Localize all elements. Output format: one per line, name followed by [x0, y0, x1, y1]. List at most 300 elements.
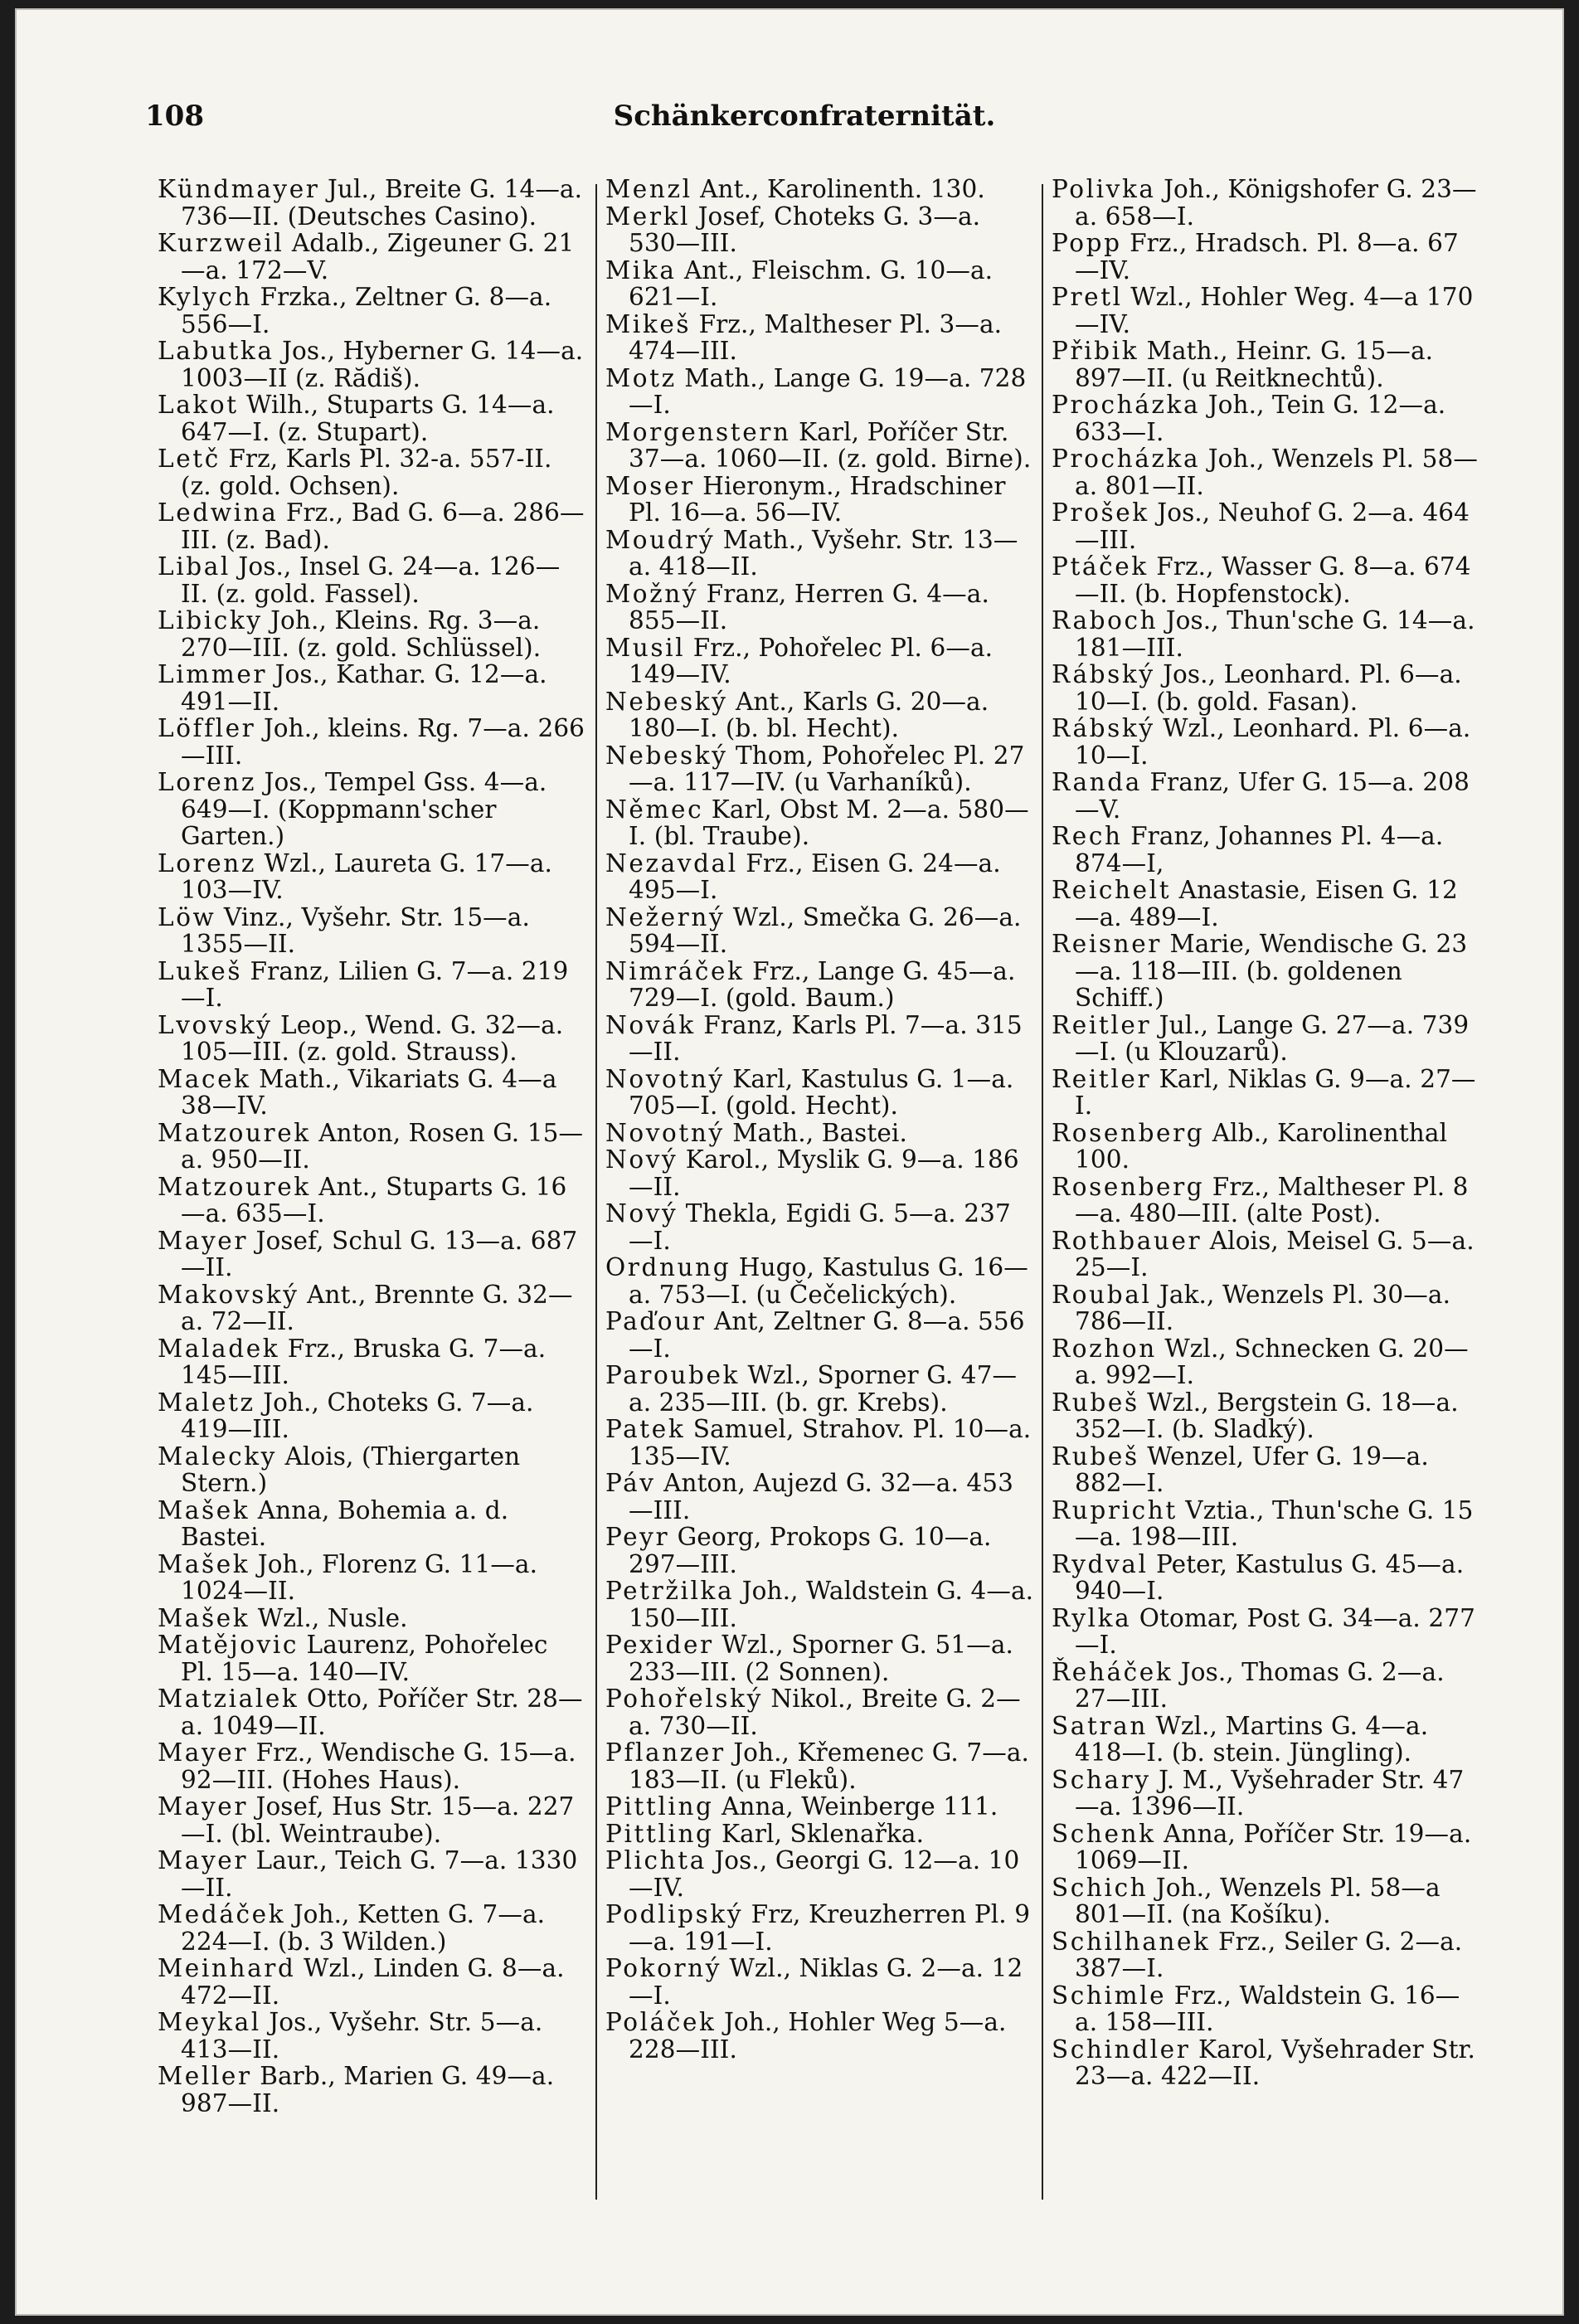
directory-entry: [1052, 1605, 1481, 1659]
directory-entry: [605, 742, 1035, 796]
entry-details: Jos., Vyšehr. Str. 5—a. 413—II.: [181, 2008, 543, 2064]
directory-entry: [605, 473, 1035, 527]
entry-details: Jos., Hyberner G. 14—a. 1003—II (z. Rădiš).: [181, 337, 584, 392]
directory-entry: [1052, 1281, 1481, 1335]
entry-details: Karl, Sklenařka.: [721, 1819, 925, 1848]
entry-name: Musil: [605, 633, 686, 662]
directory-entry: [605, 796, 1035, 850]
entry-details: Joh., Kleins. Rg. 3—a. 270—III. (z. gold. Schlüssel).: [181, 606, 542, 662]
entry-details: Samuel, Strahov. Pl. 10—a. 135—IV.: [629, 1415, 1032, 1471]
entry-details: Jos., Tempel Gss. 4—a. 649—I. (Koppmann'scher Garten.): [181, 768, 547, 850]
entry-details: Wzl., Linden G. 8—a. 472—II.: [181, 1954, 565, 2010]
directory-entry: [605, 365, 1035, 419]
entry-name: Rubeš: [1052, 1442, 1139, 1471]
entry-name: Meinhard: [158, 1954, 296, 1982]
directory-entry: [1052, 769, 1481, 823]
entry-name: Labutka: [158, 337, 275, 365]
entry-details: Ant., Stuparts G. 16—a. 635—I.: [181, 1172, 567, 1228]
directory-entry: [158, 1631, 587, 1685]
entry-details: Wzl., Martins G. 4—a. 418—I. (b. stein. Jüngling).: [1075, 1711, 1429, 1767]
directory-entry: [605, 850, 1035, 904]
directory-entry: [158, 1497, 587, 1551]
directory-entry: [605, 1120, 1035, 1147]
entry-details: Josef, Choteks G. 3—a. 530—III.: [629, 202, 981, 257]
directory-entry: [605, 958, 1035, 1012]
directory-entry: [1052, 1659, 1481, 1713]
entry-name: Meller: [158, 2062, 252, 2090]
entry-details: Anna, Weinberge 111.: [721, 1792, 998, 1821]
directory-columns: [141, 176, 1476, 2216]
directory-entry: [158, 1281, 587, 1335]
entry-details: Frz., Maltheser Pl. 8—a. 480—III. (alte Post).: [1075, 1172, 1469, 1228]
directory-entry: [1052, 661, 1481, 715]
directory-entry: [1052, 1551, 1481, 1605]
entry-details: Wzl., Sporner G. 51—a. 233—III. (2 Sonnen).: [629, 1631, 1013, 1686]
directory-entry: [605, 634, 1035, 688]
entry-details: Anna, Poříčer Str. 19—a. 1069—II.: [1075, 1819, 1472, 1874]
entry-name: Matějovic: [158, 1631, 299, 1659]
entry-name: Schich: [1052, 1873, 1149, 1902]
entry-details: Anton, Aujezd G. 32—a. 453—III.: [629, 1469, 1014, 1524]
entry-details: Franz, Karls Pl. 7—a. 315—II.: [629, 1010, 1023, 1066]
entry-name: Kündmayer: [158, 175, 320, 203]
entry-name: Mika: [605, 255, 677, 284]
page-header: [145, 100, 1464, 139]
directory-entry: [605, 1416, 1035, 1470]
entry-details: Karl, Poříčer Str. 37—a. 1060—II. (z. gold. Birne).: [629, 417, 1032, 473]
entry-name: Lukeš: [158, 956, 243, 985]
entry-details: Laur., Teich G. 7—a. 1330—II.: [181, 1846, 578, 1902]
entry-details: Karl, Kastulus G. 1—a. 705—I. (gold. Hecht).: [629, 1064, 1014, 1120]
directory-entry: [1052, 230, 1481, 284]
directory-entry: [605, 257, 1035, 311]
directory-entry: [605, 1470, 1035, 1524]
entry-details: Joh., Hohler Weg 5—a. 228—III.: [629, 2008, 1007, 2064]
directory-entry: [605, 2009, 1035, 2063]
entry-name: Morgenstern: [605, 417, 791, 446]
column-divider: [1042, 184, 1043, 2200]
entry-name: Lvovský: [158, 1010, 273, 1039]
entry-name: Schilhanek: [1052, 1927, 1211, 1956]
directory-entry: [605, 581, 1035, 634]
entry-name: Pittling: [605, 1792, 714, 1821]
entry-details: Peter, Kastulus G. 45—a. 940—I.: [1075, 1549, 1465, 1605]
entry-name: Páv: [605, 1469, 656, 1497]
entry-name: Satran: [1052, 1711, 1148, 1740]
entry-details: Joh., Waldstein G. 4—a. 150—III.: [629, 1577, 1034, 1632]
entry-name: Novák: [605, 1010, 696, 1039]
entry-name: Mikeš: [605, 309, 692, 338]
entry-details: Joh., Tein G. 12—a. 633—I.: [1075, 391, 1446, 446]
entry-name: Letč: [158, 445, 221, 473]
entry-details: Josef, Hus Str. 15—a. 227—I. (bl. Weintraube).: [181, 1792, 575, 1848]
entry-name: Reisner: [1052, 930, 1163, 958]
entry-details: Barb., Marien G. 49—a. 987—II.: [181, 2062, 555, 2117]
entry-name: Pittling: [605, 1819, 714, 1848]
page-number: 108: [145, 100, 204, 133]
entry-name: Schary: [1052, 1765, 1151, 1794]
entry-name: Reitler: [1052, 1010, 1152, 1039]
entry-name: Rupricht: [1052, 1495, 1178, 1524]
directory-entry: [1052, 1066, 1481, 1120]
entry-details: Franz, Herren G. 4—a. 855—II.: [629, 579, 989, 634]
directory-entry: [605, 1793, 1035, 1821]
entry-name: Maladek: [158, 1334, 280, 1363]
entry-name: Pflanzer: [605, 1738, 726, 1767]
entry-name: Libicky: [158, 606, 263, 634]
entry-name: Procházka: [1052, 445, 1201, 473]
entry-name: Pretl: [1052, 283, 1123, 311]
entry-name: Mašek: [158, 1549, 250, 1578]
entry-name: Matzourek: [158, 1118, 311, 1147]
entry-details: Wzl., Hohler Weg. 4—a 170—IV.: [1075, 283, 1474, 338]
entry-name: Rábský: [1052, 660, 1155, 688]
entry-details: Jul., Lange G. 27—a. 739—I. (u Klouzarů).: [1075, 1010, 1470, 1066]
entry-name: Kurzweil: [158, 229, 284, 257]
entry-name: Paroubek: [605, 1361, 740, 1389]
entry-name: Moser: [605, 471, 695, 500]
entry-name: Limmer: [158, 660, 268, 688]
entry-name: Rosenberg: [1052, 1172, 1205, 1201]
directory-entry: [158, 1685, 587, 1739]
directory-entry: [158, 1012, 587, 1066]
entry-name: Rozhon: [1052, 1334, 1157, 1363]
entry-name: Rylka: [1052, 1603, 1132, 1632]
entry-name: Menzl: [605, 175, 692, 203]
entry-name: Moudrý: [605, 525, 716, 554]
entry-details: Joh., Florenz G. 11—a. 1024—II.: [181, 1549, 538, 1605]
entry-details: Karl, Niklas G. 9—a. 27—I.: [1075, 1064, 1476, 1120]
directory-entry: [605, 1901, 1035, 1955]
entry-details: Frz., Maltheser Pl. 3—a. 474—III.: [629, 309, 1003, 365]
entry-name: Rábský: [1052, 714, 1155, 742]
directory-entry: [605, 688, 1035, 742]
entry-name: Nezavdal: [605, 848, 738, 878]
directory-entry: [605, 1146, 1035, 1200]
entry-details: Wenzel, Ufer G. 19—a. 882—I.: [1075, 1442, 1429, 1497]
directory-entry: [605, 1685, 1035, 1739]
directory-column-2: [605, 176, 1035, 2063]
entry-details: Wzl., Niklas G. 2—a. 12—I.: [629, 1954, 1023, 2010]
directory-entry: [605, 1739, 1035, 1793]
directory-entry: [1052, 338, 1481, 391]
directory-entry: [605, 203, 1035, 257]
directory-entry: [1052, 445, 1481, 499]
entry-name: Mayer: [158, 1792, 249, 1821]
directory-entry: [605, 904, 1035, 958]
directory-entry: [605, 1254, 1035, 1308]
entry-name: Nebeský: [605, 687, 728, 716]
entry-details: Frz., Bruska G. 7—a. 145—III.: [181, 1334, 547, 1389]
directory-entry: [1052, 1821, 1481, 1874]
directory-entry: [158, 1847, 587, 1901]
entry-details: Alois, Meisel G. 5—a. 25—I.: [1075, 1226, 1475, 1281]
directory-entry: [1052, 391, 1481, 445]
entry-details: Joh., kleins. Rg. 7—a. 266—III.: [181, 714, 585, 770]
entry-details: Math., Lange G. 19—a. 728—I.: [629, 363, 1027, 419]
entry-details: Ant., Karolinenth. 130.: [700, 175, 985, 203]
entry-details: J. M., Vyšehrader Str. 47—a. 1396—II.: [1075, 1765, 1465, 1821]
entry-details: Jos., Leonhard. Pl. 6—a. 10—I. (b. gold. Fasan).: [1075, 660, 1462, 716]
directory-entry: [1052, 823, 1481, 877]
directory-entry: [158, 1120, 587, 1174]
directory-entry: [158, 338, 587, 391]
directory-entry: [158, 1739, 587, 1793]
entry-name: Raboch: [1052, 606, 1159, 634]
entry-details: Alb., Karolinenthal 100.: [1075, 1118, 1448, 1174]
entry-name: Pokorný: [605, 1954, 722, 1982]
entry-name: Kylych: [158, 283, 253, 311]
directory-entry: [158, 284, 587, 338]
entry-name: Matzourek: [158, 1172, 311, 1201]
directory-entry: [158, 607, 587, 661]
entry-details: Wzl., Bergstein G. 18—a. 352—I. (b. Sladký).: [1075, 1388, 1459, 1443]
entry-name: Peyr: [605, 1523, 670, 1551]
entry-name: Mayer: [158, 1846, 249, 1874]
directory-entry: [158, 1389, 587, 1443]
entry-name: Macek: [158, 1064, 251, 1093]
entry-details: Wzl., Schnecken G. 20—a. 992—I.: [1075, 1334, 1469, 1389]
entry-name: Němec: [605, 795, 704, 824]
entry-details: Ant., Brennte G. 32—a. 72—II.: [181, 1280, 573, 1335]
entry-details: Thom, Pohořelec Pl. 27—a. 117—IV. (u Varhaníků).: [629, 741, 1025, 796]
directory-entry: [605, 527, 1035, 581]
directory-entry: [1052, 1120, 1481, 1174]
entry-details: Hieronym., Hradschiner Pl. 16—a. 56—IV.: [629, 471, 1006, 527]
directory-entry: [1052, 1228, 1481, 1281]
entry-details: Alois, (Thiergarten Stern.): [181, 1442, 521, 1497]
directory-entry: [158, 1066, 587, 1120]
entry-name: Paďour: [605, 1307, 707, 1335]
entry-details: Frz, Karls Pl. 32-a. 557-II. (z. gold. Ochsen).: [181, 445, 552, 500]
entry-name: Rubeš: [1052, 1388, 1139, 1417]
entry-name: Poláček: [605, 2008, 717, 2036]
entry-details: Math., Heinr. G. 15—a. 897—II. (u Reitknechtů).: [1075, 337, 1434, 392]
directory-entry: [1052, 877, 1481, 931]
entry-name: Popp: [1052, 229, 1122, 257]
entry-name: Malecky: [158, 1442, 277, 1471]
entry-details: Frz., Hradsch. Pl. 8—a. 67—IV.: [1075, 229, 1459, 284]
entry-name: Možný: [605, 579, 699, 608]
directory-entry: [1052, 1443, 1481, 1497]
directory-entry: [1052, 1767, 1481, 1821]
entry-details: Frzka., Zeltner G. 8—a. 556—I.: [181, 283, 552, 338]
entry-details: Karol, Vyšehrader Str. 23—a. 422—II.: [1075, 2035, 1475, 2090]
entry-name: Ordnung: [605, 1253, 731, 1281]
entry-details: Wzl., Sporner G. 47—a. 235—III. (b. gr. Krebs).: [629, 1361, 1018, 1417]
entry-name: Petržilka: [605, 1577, 735, 1605]
entry-details: Joh., Wenzels Pl. 58—a 801—II. (na Košíku).: [1075, 1873, 1441, 1928]
directory-entry: [605, 1308, 1035, 1362]
entry-details: Joh., Křemenec G. 7—a. 183—II. (u Fleků).: [629, 1738, 1029, 1794]
entry-details: Thekla, Egidi G. 5—a. 237—I.: [629, 1199, 1011, 1255]
entry-name: Přibik: [1052, 337, 1139, 365]
entry-name: Mašek: [158, 1603, 250, 1632]
directory-entry: [158, 230, 587, 284]
entry-details: Math., Vikariats G. 4—a 38—IV.: [181, 1064, 557, 1120]
entry-details: Jos., Kathar. G. 12—a. 491—II.: [181, 660, 547, 716]
directory-entry: [158, 553, 587, 607]
directory-entry: [158, 661, 587, 715]
directory-entry: [1052, 1982, 1481, 2036]
directory-column-3: [1052, 176, 1481, 2090]
entry-details: Frz., Wendische G. 15—a. 92—III. (Hohes Haus).: [181, 1738, 576, 1794]
entry-name: Medáček: [158, 1900, 286, 1928]
entry-details: Jos., Thomas G. 2—a. 27—III.: [1075, 1657, 1445, 1713]
directory-entry: [158, 1605, 587, 1632]
entry-name: Prošek: [1052, 498, 1149, 527]
entry-name: Motz: [605, 363, 677, 392]
entry-details: Wzl., Leonhard. Pl. 6—a. 10—I.: [1075, 714, 1471, 770]
entry-name: Polivka: [1052, 175, 1156, 203]
entry-details: Math., Bastei.: [732, 1118, 907, 1147]
entry-name: Schimle: [1052, 1981, 1167, 2010]
directory-entry: [158, 1335, 587, 1389]
entry-name: Řeháček: [1052, 1657, 1173, 1686]
directory-entry: [1052, 1389, 1481, 1443]
entry-name: Löw: [158, 902, 216, 931]
directory-entry: [158, 1955, 587, 2009]
entry-name: Randa: [1052, 768, 1142, 796]
entry-details: Math., Vyšehr. Str. 13—a. 418—II.: [629, 525, 1018, 581]
entry-name: Patek: [605, 1415, 686, 1443]
entry-details: Frz., Waldstein G. 16—a. 158—III.: [1075, 1981, 1460, 2036]
directory-entry: [1052, 1497, 1481, 1551]
directory-entry: [158, 391, 587, 445]
directory-entry: [158, 1551, 587, 1605]
entry-name: Pohořelský: [605, 1685, 763, 1713]
entry-name: Löffler: [158, 714, 256, 742]
entry-name: Nebeský: [605, 741, 728, 770]
directory-entry: [158, 715, 587, 769]
entry-details: Frz., Pohořelec Pl. 6—a. 149—IV.: [629, 633, 994, 688]
entry-details: Josef, Schul G. 13—a. 687—II.: [181, 1226, 578, 1281]
directory-entry: [158, 2009, 587, 2063]
entry-details: Franz, Lilien G. 7—a. 219—I.: [181, 956, 569, 1012]
directory-entry: [1052, 2036, 1481, 2090]
directory-entry: [605, 1578, 1035, 1631]
entry-details: Vinz., Vyšehr. Str. 15—a. 1355—II.: [181, 902, 530, 958]
entry-name: Pexider: [605, 1631, 714, 1659]
directory-entry: [605, 1066, 1035, 1120]
directory-entry: [1052, 284, 1481, 338]
entry-name: Lorenz: [158, 768, 257, 796]
column-divider: [595, 184, 597, 2200]
directory-entry: [605, 1524, 1035, 1578]
entry-name: Maletz: [158, 1388, 255, 1417]
entry-name: Podlipský: [605, 1900, 744, 1928]
directory-entry: [158, 769, 587, 850]
entry-details: Jak., Wenzels Pl. 30—a. 786—II.: [1075, 1280, 1451, 1335]
directory-entry: [1052, 553, 1481, 607]
entry-details: Franz, Ufer G. 15—a. 208—V.: [1075, 768, 1470, 824]
entry-details: Hugo, Kastulus G. 16—a. 753—I. (u Čečelických).: [629, 1253, 1028, 1309]
entry-details: Georg, Prokops G. 10—a. 297—III.: [629, 1523, 992, 1578]
entry-name: Matzialek: [158, 1685, 299, 1713]
directory-entry: [158, 1793, 587, 1847]
directory-entry: [1052, 715, 1481, 769]
directory-entry: [1052, 1874, 1481, 1928]
entry-details: Ant., Karls G. 20—a. 180—I. (b. bl. Hecht).: [629, 687, 989, 742]
directory-entry: [158, 1174, 587, 1228]
entry-name: Reichelt: [1052, 876, 1172, 904]
entry-details: Frz., Lange G. 45—a. 729—I. (gold. Baum.): [629, 956, 1016, 1012]
directory-entry: [158, 904, 587, 958]
entry-details: Joh., Choteks G. 7—a. 419—III.: [181, 1388, 534, 1443]
entry-details: Laurenz, Pohořelec Pl. 15—a. 140—IV.: [181, 1631, 548, 1686]
entry-details: Vztia., Thun'sche G. 15—a. 198—III.: [1075, 1495, 1474, 1551]
entry-details: Karl, Obst M. 2—a. 580—I. (bl. Traube).: [629, 795, 1029, 850]
directory-entry: [158, 499, 587, 553]
directory-entry: [1052, 1928, 1481, 1982]
entry-details: Wzl., Laureta G. 17—a. 103—IV.: [181, 848, 553, 904]
running-title: Schänkerconfraternität.: [613, 100, 996, 133]
directory-entry: [1052, 1713, 1481, 1767]
entry-details: Jos., Neuhof G. 2—a. 464—III.: [1075, 498, 1470, 554]
entry-name: Plichta: [605, 1846, 707, 1874]
entry-details: Joh., Wenzels Pl. 58—a. 801—II.: [1075, 445, 1478, 500]
directory-entry: [605, 311, 1035, 365]
directory-entry: [1052, 176, 1481, 230]
directory-entry: [158, 958, 587, 1012]
entry-details: Ant, Zeltner G. 8—a. 556—I.: [629, 1307, 1025, 1363]
entry-name: Nový: [605, 1145, 678, 1174]
entry-name: Nový: [605, 1199, 678, 1228]
entry-name: Novotný: [605, 1118, 725, 1147]
directory-entry: [605, 1955, 1035, 2009]
entry-name: Reitler: [1052, 1064, 1152, 1093]
entry-name: Rosenberg: [1052, 1118, 1205, 1147]
entry-details: Joh., Ketten G. 7—a. 224—I. (b. 3 Wilden.): [181, 1900, 546, 1956]
entry-details: Wzl., Nusle.: [257, 1603, 408, 1632]
entry-name: Nimráček: [605, 956, 745, 985]
directory-entry: [158, 2063, 587, 2117]
entry-details: Adalb., Zigeuner G. 21—a. 172—V.: [181, 229, 575, 284]
entry-details: Karol., Myslik G. 9—a. 186—II.: [629, 1145, 1019, 1201]
entry-name: Merkl: [605, 202, 691, 231]
entry-name: Lorenz: [158, 848, 257, 878]
entry-details: Joh., Königshofer G. 23—a. 658—I.: [1075, 175, 1477, 231]
entry-details: Leop., Wend. G. 32—a. 105—III. (z. gold. Strauss).: [181, 1010, 564, 1066]
entry-name: Meykal: [158, 2008, 261, 2036]
entry-name: Mašek: [158, 1495, 250, 1524]
entry-details: Anna, Bohemia a. d. Bastei.: [181, 1495, 509, 1551]
entry-details: Frz., Eisen G. 24—a. 495—I.: [629, 848, 1001, 904]
entry-details: Frz., Bad G. 6—a. 286—III. (z. Bad).: [181, 498, 585, 554]
entry-name: Lakot: [158, 391, 239, 419]
directory-entry: [1052, 1174, 1481, 1228]
entry-name: Mayer: [158, 1226, 249, 1255]
entry-details: Frz, Kreuzherren Pl. 9—a. 191—I.: [629, 1900, 1031, 1956]
entry-name: Rothbauer: [1052, 1226, 1202, 1255]
entry-details: Otomar, Post G. 34—a. 277—I.: [1075, 1603, 1475, 1659]
directory-entry: [605, 176, 1035, 203]
directory-entry: [1052, 1335, 1481, 1389]
directory-entry: [158, 1901, 587, 1955]
entry-details: Jos., Georgi G. 12—a. 10—IV.: [629, 1846, 1020, 1902]
directory-entry: [605, 1821, 1035, 1848]
directory-entry: [158, 850, 587, 904]
directory-entry: [605, 419, 1035, 473]
entry-name: Novotný: [605, 1064, 725, 1093]
entry-name: Rydval: [1052, 1549, 1149, 1578]
entry-name: Nežerný: [605, 902, 726, 931]
entry-details: Jul., Breite G. 14—a. 736—II. (Deutsches Casino).: [181, 175, 583, 231]
entry-details: Ant., Fleischm. G. 10—a. 621—I.: [629, 255, 994, 311]
entry-name: Rech: [1052, 822, 1123, 850]
directory-entry: [158, 176, 587, 230]
entry-details: Frz., Wasser G. 8—a. 674—II. (b. Hopfenstock).: [1075, 552, 1471, 608]
